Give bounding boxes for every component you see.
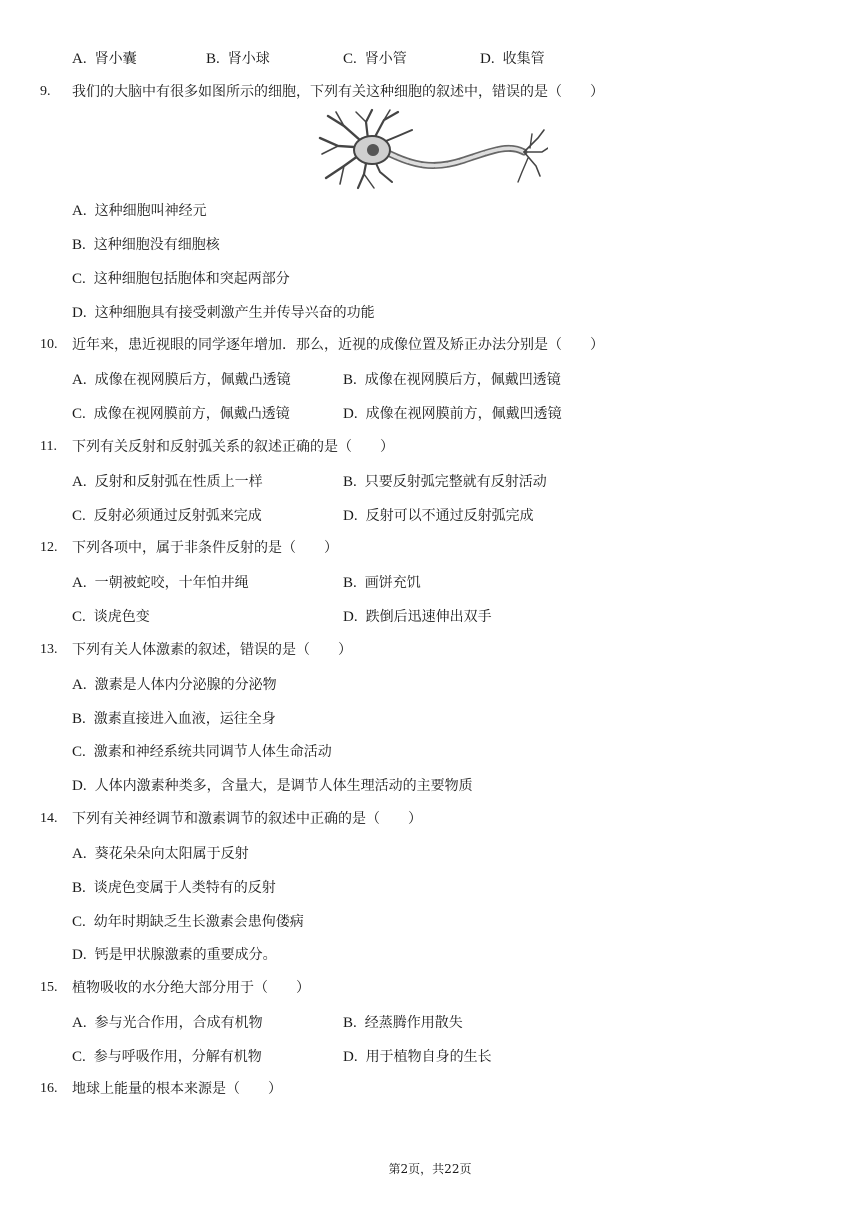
option-text: 幼年时期缺乏生长激素会患佝偻病 xyxy=(93,914,304,930)
option-letter: C. xyxy=(72,609,86,625)
option-text: 反射必须通过反射弧来完成 xyxy=(93,508,262,524)
question-number: 13. xyxy=(40,642,58,657)
option-letter: A. xyxy=(72,575,87,591)
option-text: 谈虎色变属于人类特有的反射 xyxy=(93,880,276,896)
option-letter: D. xyxy=(343,508,358,524)
option-letter: B. xyxy=(72,237,86,253)
option-12b xyxy=(343,572,421,592)
option-8b xyxy=(206,48,270,68)
question-number: 15. xyxy=(40,980,58,995)
question-stem: 下列有关神经调节和激素调节的叙述中正确的是（ ） xyxy=(72,811,422,827)
option-text: 参与呼吸作用，分解有机物 xyxy=(93,1049,262,1065)
option-letter: D. xyxy=(72,305,87,321)
option-text: 成像在视网膜前方，佩戴凸透镜 xyxy=(93,406,290,422)
option-text: 钙是甲状腺激素的重要成分。 xyxy=(94,947,277,963)
option-15d xyxy=(343,1046,492,1066)
option-12a xyxy=(72,572,249,592)
option-text: 用于植物自身的生长 xyxy=(365,1049,492,1065)
option-letter: C. xyxy=(72,1049,86,1065)
option-8a xyxy=(72,48,137,68)
option-letter: C. xyxy=(72,271,86,287)
question-stem: 下列有关人体激素的叙述，错误的是（ ） xyxy=(72,642,352,658)
option-text: 收集管 xyxy=(502,51,545,67)
question-number: 9. xyxy=(40,84,51,99)
question-stem: 近年来，患近视眼的同学逐年增加．那么，近视的成像位置及矫正办法分别是（ ） xyxy=(72,337,604,353)
option-10a xyxy=(72,369,291,389)
option-letter: A. xyxy=(72,51,87,67)
option-9a xyxy=(72,200,207,220)
question-number: 12. xyxy=(40,540,58,555)
option-letter: C. xyxy=(343,51,357,67)
option-text: 反射可以不通过反射弧完成 xyxy=(365,508,534,524)
option-text: 肾小管 xyxy=(364,51,407,67)
option-text: 肾小囊 xyxy=(94,51,137,67)
option-letter: C. xyxy=(72,406,86,422)
option-11c xyxy=(72,505,262,525)
option-letter: A. xyxy=(72,474,87,490)
option-11d xyxy=(343,505,534,525)
option-text: 这种细胞具有接受刺激产生并传导兴奋的功能 xyxy=(94,305,375,321)
question-stem: 下列有关反射和反射弧关系的叙述正确的是（ ） xyxy=(72,439,394,455)
question-number: 16. xyxy=(40,1081,58,1096)
option-13a xyxy=(72,674,277,694)
option-letter: C. xyxy=(72,744,86,760)
option-text: 一朝被蛇咬，十年怕井绳 xyxy=(94,575,249,591)
option-8d xyxy=(480,48,545,68)
option-letter: A. xyxy=(72,1015,87,1031)
option-15a xyxy=(72,1012,263,1032)
option-letter: A. xyxy=(72,677,87,693)
option-text: 葵花朵朵向太阳属于反射 xyxy=(94,846,249,862)
option-text: 这种细胞叫神经元 xyxy=(94,203,207,219)
option-text: 这种细胞没有细胞核 xyxy=(93,237,220,253)
option-letter: C. xyxy=(72,914,86,930)
option-13d xyxy=(72,775,473,795)
option-letter: D. xyxy=(72,947,87,963)
option-text: 激素是人体内分泌腺的分泌物 xyxy=(94,677,277,693)
option-9b xyxy=(72,234,220,254)
option-letter: D. xyxy=(343,609,358,625)
option-letter: A. xyxy=(72,372,87,388)
option-12c xyxy=(72,606,150,626)
option-15c xyxy=(72,1046,262,1066)
option-text: 只要反射弧完整就有反射活动 xyxy=(364,474,547,490)
option-letter: B. xyxy=(206,51,220,67)
option-text: 肾小球 xyxy=(227,51,270,67)
question-number: 10. xyxy=(40,337,58,352)
option-letter: B. xyxy=(343,474,357,490)
option-text: 谈虎色变 xyxy=(93,609,150,625)
option-letter: B. xyxy=(72,880,86,896)
page-footer: 第2页，共22页 xyxy=(388,1162,472,1176)
option-letter: D. xyxy=(480,51,495,67)
option-12d xyxy=(343,606,492,626)
option-13b xyxy=(72,708,276,728)
option-14c xyxy=(72,911,304,931)
option-text: 参与光合作用，合成有机物 xyxy=(94,1015,263,1031)
option-text: 人体内激素种类多，含量大，是调节人体生理活动的主要物质 xyxy=(94,778,473,794)
option-11b xyxy=(343,471,547,491)
option-text: 跌倒后迅速伸出双手 xyxy=(365,609,492,625)
option-letter: C. xyxy=(72,508,86,524)
option-letter: B. xyxy=(72,711,86,727)
option-10b xyxy=(343,369,561,389)
option-text: 经蒸腾作用散失 xyxy=(364,1015,463,1031)
option-11a xyxy=(72,471,263,491)
option-14a xyxy=(72,843,249,863)
option-14b xyxy=(72,877,276,897)
question-stem: 下列各项中，属于非条件反射的是（ ） xyxy=(72,540,338,556)
option-letter: D. xyxy=(343,1049,358,1065)
option-8c xyxy=(343,48,407,68)
question-stem: 我们的大脑中有很多如图所示的细胞，下列有关这种细胞的叙述中，错误的是（ ） xyxy=(72,84,604,100)
option-text: 成像在视网膜后方，佩戴凹透镜 xyxy=(364,372,561,388)
option-text: 激素直接进入血液，运往全身 xyxy=(93,711,276,727)
option-text: 成像在视网膜前方，佩戴凹透镜 xyxy=(365,406,562,422)
option-letter: B. xyxy=(343,372,357,388)
option-text: 画饼充饥 xyxy=(364,575,421,591)
option-text: 反射和反射弧在性质上一样 xyxy=(94,474,263,490)
question-stem: 植物吸收的水分绝大部分用于（ ） xyxy=(72,980,310,996)
option-9c xyxy=(72,268,290,288)
option-text: 激素和神经系统共同调节人体生命活动 xyxy=(93,744,332,760)
option-15b xyxy=(343,1012,463,1032)
option-13c xyxy=(72,741,332,761)
option-10c xyxy=(72,403,290,423)
neuron-illustration xyxy=(314,108,548,192)
option-9d xyxy=(72,302,375,322)
option-letter: B. xyxy=(343,575,357,591)
option-letter: D. xyxy=(343,406,358,422)
question-number: 14. xyxy=(40,811,58,826)
option-10d xyxy=(343,403,562,423)
option-letter: B. xyxy=(343,1015,357,1031)
question-stem: 地球上能量的根本来源是（ ） xyxy=(72,1081,282,1097)
option-letter: A. xyxy=(72,203,87,219)
option-14d xyxy=(72,944,277,964)
option-letter: A. xyxy=(72,846,87,862)
option-letter: D. xyxy=(72,778,87,794)
question-number: 11. xyxy=(40,439,57,454)
option-text: 这种细胞包括胞体和突起两部分 xyxy=(93,271,290,287)
option-text: 成像在视网膜后方，佩戴凸透镜 xyxy=(94,372,291,388)
